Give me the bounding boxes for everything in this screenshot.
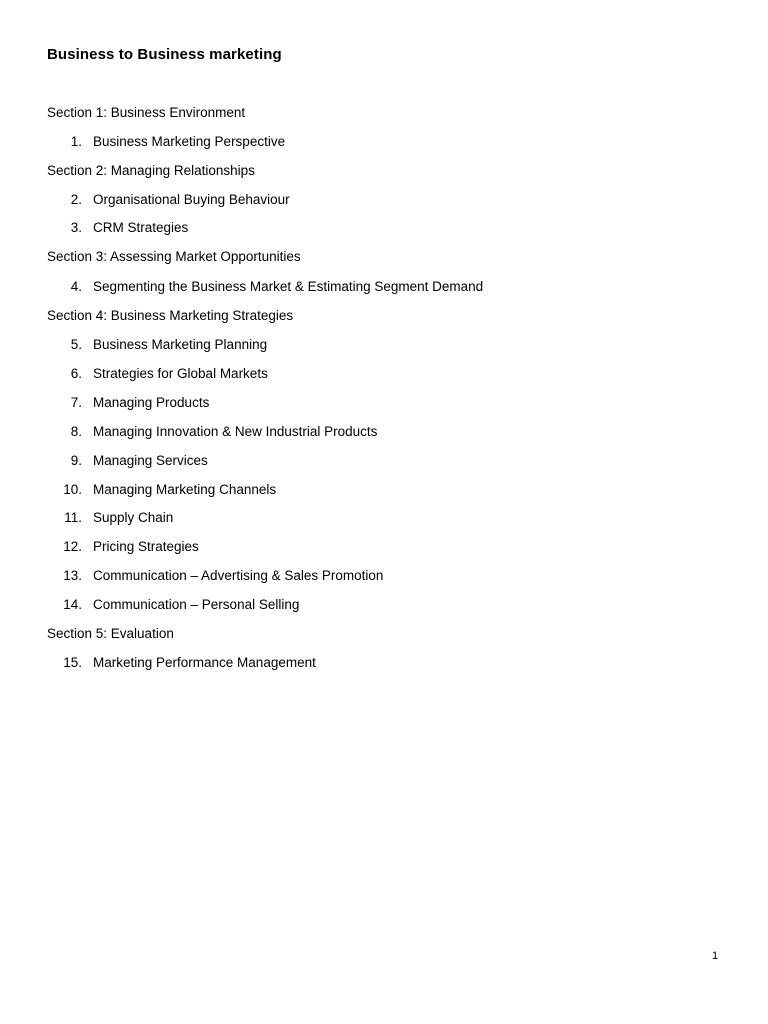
document-title: Business to Business marketing	[47, 46, 282, 63]
list-item-label: Communication – Advertising & Sales Promotion	[93, 568, 384, 583]
list-item-number: 14.	[63, 597, 82, 612]
section-heading: Section 2: Managing Relationships	[47, 163, 255, 178]
page-number: 1	[712, 950, 719, 962]
list-item-label: Pricing Strategies	[93, 539, 199, 554]
list-item-number: 12.	[63, 539, 82, 554]
list-item-label: Managing Products	[93, 395, 210, 410]
section-heading: Section 3: Assessing Market Opportunities	[47, 249, 301, 264]
list-item-number: 10.	[63, 482, 82, 497]
list-item-label: Organisational Buying Behaviour	[93, 192, 290, 207]
list-item-label: Managing Services	[93, 453, 208, 468]
list-item-number: 5.	[70, 337, 82, 352]
list-item-label: Strategies for Global Markets	[93, 366, 268, 381]
list-item-label: Business Marketing Planning	[93, 337, 268, 352]
list-item-number: 8.	[70, 424, 82, 439]
list-item-label: Communication – Personal Selling	[93, 597, 300, 612]
list-item-number: 13.	[63, 568, 82, 583]
section-heading: Section 4: Business Marketing Strategies	[47, 308, 294, 323]
list-item-number: 11.	[64, 510, 82, 525]
list-item-number: 6.	[70, 366, 82, 381]
section-heading: Section 5: Evaluation	[47, 626, 174, 641]
list-item-label: Managing Innovation & New Industrial Products	[93, 424, 378, 439]
list-item-number: 1.	[70, 134, 82, 149]
list-item-number: 3.	[70, 220, 82, 235]
list-item-label: Supply Chain	[93, 510, 174, 525]
list-item-label: Segmenting the Business Market & Estimating Segment Demand	[93, 279, 484, 294]
list-item-label: Business Marketing Perspective	[93, 134, 286, 149]
list-item-label: Managing Marketing Channels	[93, 482, 277, 497]
list-item-number: 2.	[70, 192, 82, 207]
list-item-number: 7.	[70, 395, 82, 410]
list-item-label: CRM Strategies	[93, 220, 189, 235]
list-item-number: 4.	[70, 279, 82, 294]
section-heading: Section 1: Business Environment	[47, 105, 246, 120]
list-item-label: Marketing Performance Management	[93, 655, 316, 670]
list-item-number: 15.	[63, 655, 82, 670]
list-item-number: 9.	[70, 453, 82, 468]
